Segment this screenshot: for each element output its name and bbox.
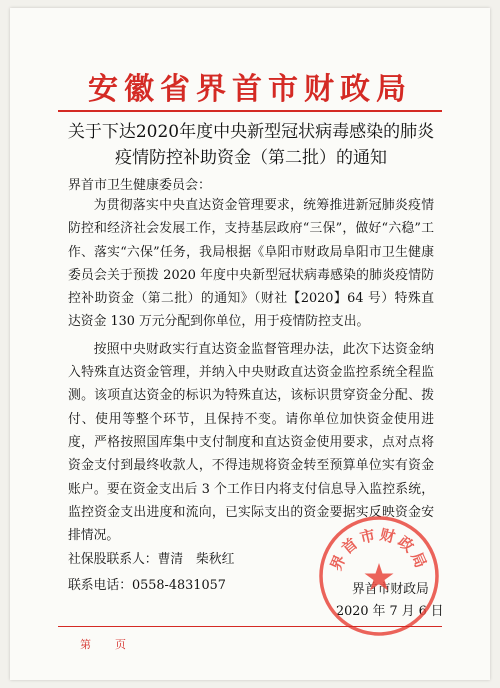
page-footer (80, 636, 128, 652)
contact-phone: 联系电话：0558-4831057 (68, 578, 226, 593)
body-paragraph-2: 按照中央财政实行直达资金监督管理办法，此次下达资金纳入特殊直达资金管理，并纳入中央财政直达资金监控系统全程监测。该项直达资金的标识为特殊直达，该标识贯穿资金分配、拨付、使用等整个环节，且保持不变。请你单位加快资金使用进度，严格按照国库集中支付制度和直达资金使用要求，点对点将资金支付到最终收款人，不得违规将资金转至预算单位实有资金账户。要在资金支出后 3 个工作日内将支付信息导入监控系统，监控资金支出进度和流向，已实际支出的资金要据实反映资金安排情况。 (68, 341, 434, 544)
signature-date: 2020 年 7 月 6 日 (336, 604, 444, 619)
page-label-prefix: 第 (80, 638, 93, 651)
letterhead-red-rule (58, 110, 442, 112)
seal-graphic (316, 513, 442, 639)
document-body (68, 194, 434, 551)
footer-red-rule (58, 626, 442, 627)
official-seal (316, 513, 442, 639)
addressee: 界首市卫生健康委员会： (68, 178, 212, 193)
seal-text: 界首市财政局 (326, 525, 432, 574)
body-paragraph-1: 为贯彻落实中央直达资金管理要求，统筹推进新冠肺炎疫情防控和经济社会发展工作，支持基层政府“三保”，做好“六稳”工作、落实“六保”任务，我局根据《阜阳市财政局阜阳市卫生健康委员会关于预拨 2020 年度中央新型冠状病毒感染的肺炎疫情防控补助资金（第二批）的通知》（财社【2020】64 号）特殊直达资金 130 万元分配到你单位，用于疫情防控支出。 (68, 198, 434, 330)
document-title: 关于下达2020年度中央新型冠状病毒感染的肺炎疫情防控补助资金（第二批）的通知 (67, 122, 435, 168)
contact-person: 社保股联系人：曹清 柴秋红 (68, 552, 235, 567)
page-label-suffix: 页 (115, 638, 128, 651)
letterhead-org-name: 安徽省界首市财政局 (88, 72, 412, 107)
signature-org: 界首市财政局 (352, 582, 429, 597)
seal-star-icon (365, 563, 394, 591)
